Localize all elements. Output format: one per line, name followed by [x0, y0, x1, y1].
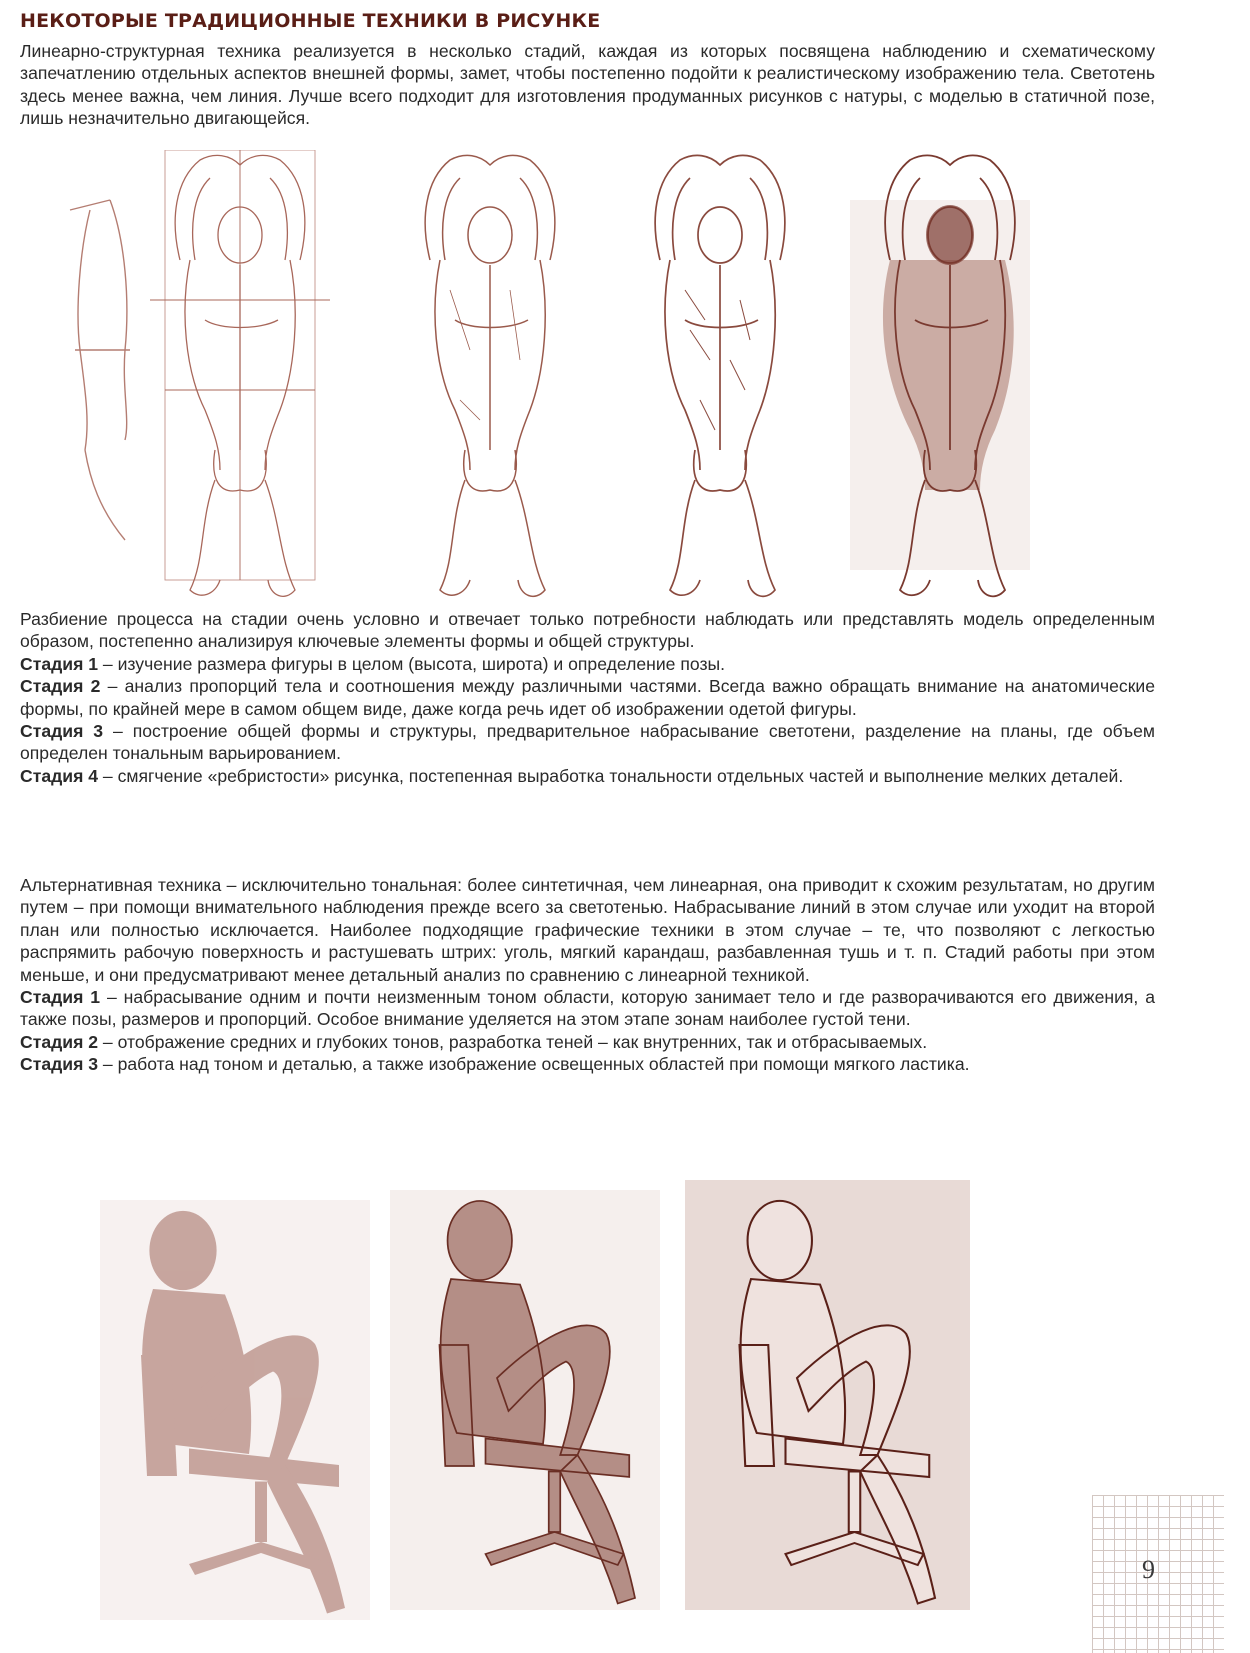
tonal-stage-3-sketch	[685, 1180, 970, 1610]
stage-1-sketch	[70, 200, 130, 540]
stage-5-sketch	[850, 155, 1030, 596]
page-number: 9	[1142, 1555, 1155, 1584]
linear-stage-1	[20, 653, 1155, 675]
linear-stages-illustration	[30, 150, 1180, 630]
page-number-box	[1092, 1495, 1224, 1653]
stage-text: – смягчение «ребристости» рисунка, постепенная выработка тональности отдельных частей и выполнение мелких деталей.	[98, 765, 1124, 786]
stage-text: – построение общей формы и структуры, предварительное набрасывание светотени, разделение на планы, где объем определен тональным варьированием.	[20, 721, 1156, 764]
tonal-stage-1	[20, 986, 1155, 1031]
stage-3-sketch	[425, 155, 555, 596]
linear-stage-2	[20, 675, 1155, 720]
stage-text: – работа над тоном и деталью, а также изображение освещенных областей при помощи мягкого ластика.	[98, 1054, 970, 1075]
stage-label: Стадия 2	[20, 1031, 99, 1052]
tonal-stage-1-sketch	[100, 1200, 370, 1620]
stage-label: Стадия 2	[20, 676, 101, 697]
stage-label: Стадия 1	[20, 987, 101, 1008]
stage-text: – отображение средних и глубоких тонов, разработка теней – как внутренних, так и отбрасываемых.	[98, 1031, 928, 1052]
tonal-stage-2	[20, 1031, 1155, 1053]
tonal-stage-2-sketch	[390, 1190, 660, 1610]
grid-pattern	[1092, 1495, 1224, 1653]
page-heading: НЕКОТОРЫЕ ТРАДИЦИОННЫЕ ТЕХНИКИ В РИСУНКЕ	[20, 10, 601, 32]
tonal-stages-illustration	[95, 1180, 975, 1620]
stage-text: – набрасывание одним и почти неизменным тоном области, которую занимает тело и где разворачиваются его движения, а также позы, размеров и пропорций. Особое внимание уделяется на этом этапе зонам наиболее густой тени.	[20, 987, 1155, 1030]
stage-4-sketch	[655, 155, 785, 596]
tonal-technique-text	[20, 874, 1155, 1076]
stage-text: – изучение размера фигуры в целом (высота, широта) и определение позы.	[98, 653, 726, 674]
tonal-stage-3	[20, 1053, 1155, 1075]
stage-label: Стадия 3	[20, 1054, 99, 1075]
stage-text: – анализ пропорций тела и соотношения между различными частями. Всегда важно обращать внимание на анатомические формы, по крайней мере в самом общем виде, даже когда речь идет об изображении одетой фигуры.	[20, 676, 1155, 719]
stage-2-sketch	[150, 150, 330, 596]
stage-label: Стадия 4	[20, 765, 99, 786]
tonal-intro: Альтернативная техника – исключительно тональная: более синтетичная, чем линеарная, она приводит к схожим результатам, но другим путем – при помощи внимательного наблюдения прежде всего за светотенью. Набрасывание линий в этом случае или уходит на второй план или полностью исключается. Наиболее подходящие графические техники в этом случае – те, что позволяют с легкостью распрямить рабочую поверхность и растушевать штрих: уголь, мягкий карандаш, разбавленная тушь и т. п. Стадий работы при этом меньше, и они предусматривают менее детальный анализ по сравнению с линеарной техникой.	[20, 875, 1155, 985]
linear-stage-4	[20, 765, 1155, 787]
linear-technique-text	[20, 608, 1155, 787]
intro-paragraph: Линеарно-структурная техника реализуется в несколько стадий, каждая из которых посвящена наблюдению и схематическому запечатлению отдельных аспектов внешней формы, замет, чтобы постепенно подойти к реалистическому изображению тела. Светотень здесь менее важна, чем линия. Лучше всего подходит для изготовления продуманных рисунков с натуры, с моделью в статичной позе, лишь незначительно двигающейся.	[20, 41, 1155, 129]
stages-note: Разбиение процесса на стадии очень условно и отвечает только потребности наблюдать или представлять модель определенным образом, постепенно анализируя ключевые элементы формы и общей структуры.	[20, 609, 1155, 652]
stage-label: Стадия 3	[20, 721, 104, 742]
stage-label: Стадия 1	[20, 653, 99, 674]
linear-stage-3	[20, 720, 1155, 765]
